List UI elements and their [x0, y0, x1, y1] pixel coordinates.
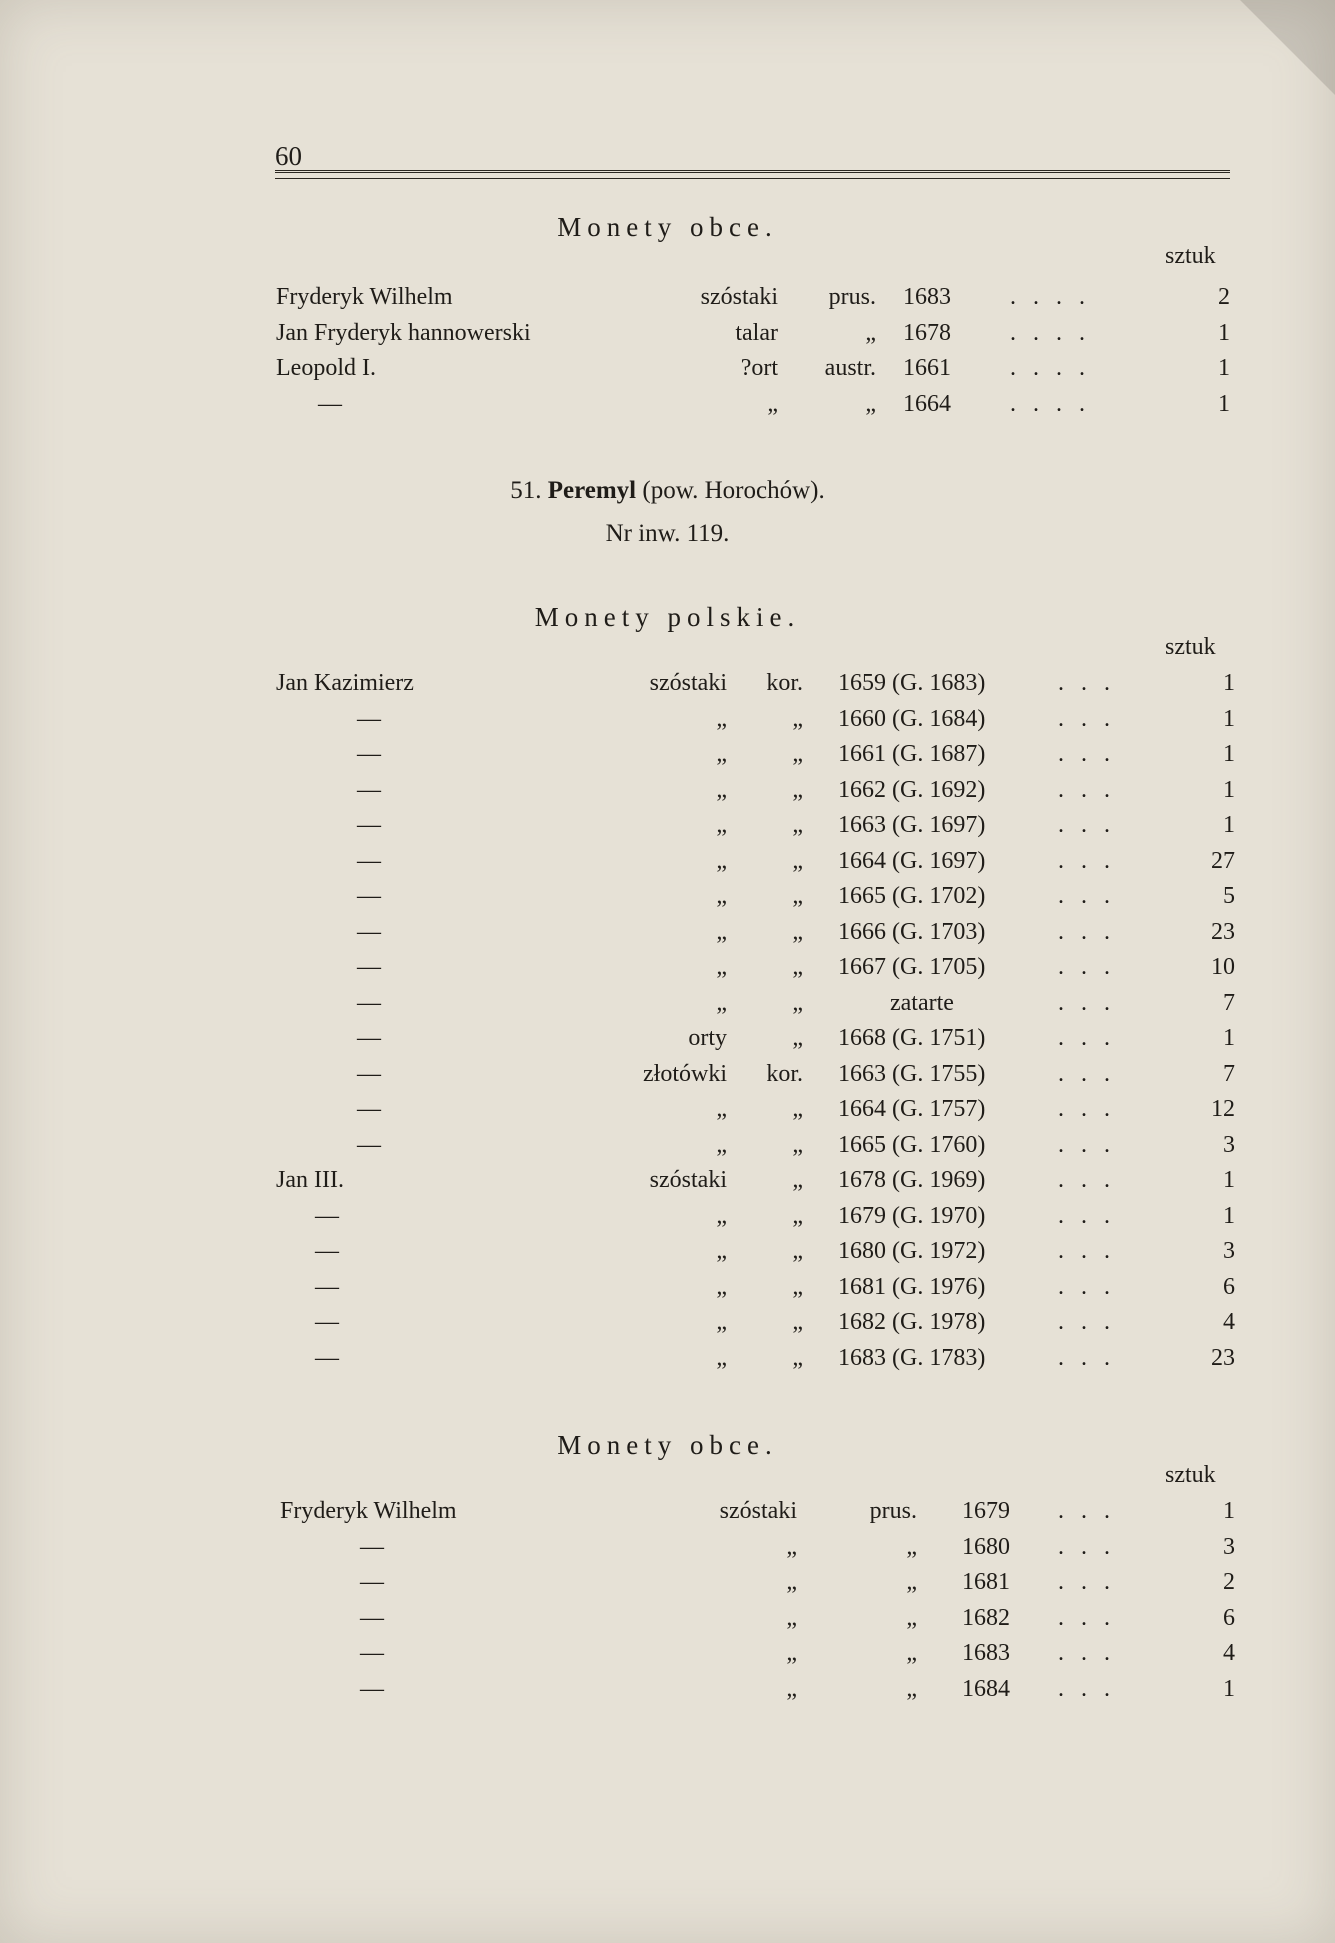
coin-type: orty: [688, 1025, 727, 1051]
coin-type: „: [716, 741, 727, 767]
page-number: 60: [275, 141, 302, 171]
coin-year: 1683: [903, 284, 951, 310]
coin-year: 1663 (G. 1697): [838, 812, 986, 838]
leader-dots: ...: [1058, 918, 1127, 945]
coin-count: 1: [1223, 1675, 1235, 1702]
coin-type: „: [716, 847, 727, 874]
leader-dots: ...: [1058, 1309, 1127, 1335]
table-row: [0, 919, 1335, 954]
header-rule: [275, 170, 1230, 173]
leader-dots: ....: [1010, 355, 1102, 381]
ruler-name: —: [357, 883, 381, 909]
table-row: [0, 741, 1335, 776]
coin-type: „: [716, 1202, 727, 1229]
leader-dots: ...: [1058, 1498, 1127, 1524]
coin-year: zatarte: [890, 989, 954, 1016]
coin-year: 1682: [962, 1604, 1010, 1631]
column-header-sztuk-2: sztuk: [1165, 634, 1216, 660]
ruler-name: Fryderyk Wilhelm: [280, 1498, 457, 1524]
coin-count: 1: [1223, 741, 1235, 767]
coin-year: 1680 (G. 1972): [838, 1238, 986, 1264]
ruler-name: —: [357, 1060, 381, 1087]
table-row: [0, 391, 1335, 426]
coin-type: „: [786, 1675, 797, 1702]
leader-dots: ...: [1058, 989, 1127, 1016]
coin-count: 23: [1211, 918, 1235, 945]
leader-dots: ...: [1058, 1273, 1127, 1300]
ruler-name: —: [315, 1344, 339, 1371]
coin-origin: „: [792, 1202, 803, 1229]
coin-type: „: [716, 1344, 727, 1371]
ruler-name: —: [360, 1640, 384, 1666]
leader-dots: ...: [1058, 1025, 1127, 1051]
coin-count: 10: [1211, 954, 1235, 980]
coin-type: „: [716, 1273, 727, 1300]
ruler-name: Jan III.: [276, 1167, 344, 1193]
table-row: [0, 1345, 1335, 1380]
coin-year: 1661 (G. 1687): [838, 741, 986, 767]
coin-year: 1668 (G. 1751): [838, 1025, 986, 1051]
coin-origin: „: [792, 1096, 803, 1122]
coin-type: „: [716, 883, 727, 909]
leader-dots: ...: [1058, 670, 1127, 696]
coin-count: 6: [1223, 1604, 1235, 1631]
leader-dots: ...: [1058, 1167, 1127, 1193]
coin-count: 1: [1223, 1498, 1235, 1524]
coin-origin: kor.: [766, 670, 803, 696]
coin-origin: „: [792, 918, 803, 945]
table-row: [0, 777, 1335, 812]
coin-year: 1664 (G. 1757): [838, 1096, 986, 1122]
leader-dots: ...: [1058, 741, 1127, 767]
ruler-name: —: [357, 918, 381, 945]
coin-count: 4: [1223, 1640, 1235, 1666]
coin-count: 1: [1218, 319, 1230, 346]
ruler-name: —: [360, 1569, 384, 1595]
table-row: [0, 706, 1335, 741]
coin-year: 1683: [962, 1640, 1010, 1666]
table-row: [0, 355, 1335, 390]
ruler-name: —: [315, 1202, 339, 1229]
coin-year: 1679 (G. 1970): [838, 1202, 986, 1229]
leader-dots: ...: [1058, 705, 1127, 732]
table-row: [0, 1025, 1335, 1060]
table-row: [0, 1640, 1335, 1675]
ruler-name: Jan Kazimierz: [276, 670, 414, 696]
leader-dots: ...: [1058, 812, 1127, 838]
ruler-name: —: [357, 1096, 381, 1122]
coin-origin: „: [792, 883, 803, 909]
leader-dots: ...: [1058, 1238, 1127, 1264]
ruler-name: —: [357, 989, 381, 1016]
table-row: [0, 320, 1335, 355]
coin-origin: „: [792, 812, 803, 838]
table-row: [0, 883, 1335, 918]
coin-type: „: [716, 1238, 727, 1264]
coin-count: 1: [1223, 1202, 1235, 1229]
coin-count: 1: [1223, 776, 1235, 803]
coin-count: 1: [1223, 1167, 1235, 1193]
coin-year: 1663 (G. 1755): [838, 1060, 986, 1087]
ruler-name: —: [360, 1604, 384, 1631]
coin-type: „: [716, 1309, 727, 1335]
table-row: [0, 284, 1335, 319]
site-place: Peremyl: [547, 477, 637, 504]
coin-count: 4: [1223, 1309, 1235, 1335]
leader-dots: ...: [1058, 776, 1127, 803]
coin-origin: „: [906, 1640, 917, 1666]
ruler-name: Jan Fryderyk hannowerski: [276, 319, 531, 346]
ruler-name: —: [357, 1131, 381, 1158]
coin-origin: „: [792, 705, 803, 732]
coin-year: 1660 (G. 1684): [838, 705, 986, 732]
ruler-name: —: [360, 1675, 384, 1702]
ruler-name: —: [357, 741, 381, 767]
coin-origin: „: [865, 319, 876, 346]
leader-dots: ...: [1058, 1344, 1127, 1371]
leader-dots: ....: [1010, 319, 1102, 346]
coin-origin: „: [906, 1675, 917, 1702]
coin-type: „: [786, 1533, 797, 1560]
table-row: [0, 812, 1335, 847]
ruler-name: Fryderyk Wilhelm: [276, 284, 453, 310]
coin-origin: „: [792, 1344, 803, 1371]
coin-type: „: [786, 1640, 797, 1666]
coin-year: 1679: [962, 1498, 1010, 1524]
table-row: [0, 1534, 1335, 1569]
leader-dots: ...: [1058, 1131, 1127, 1158]
coin-origin: „: [792, 1025, 803, 1051]
leader-dots: ...: [1058, 847, 1127, 874]
coin-year: 1661: [903, 355, 951, 381]
table-row: [0, 1498, 1335, 1533]
coin-year: 1659 (G. 1683): [838, 670, 986, 696]
coin-type: „: [767, 390, 778, 417]
coin-origin: „: [906, 1604, 917, 1631]
table-row: [0, 1605, 1335, 1640]
table-row: [0, 848, 1335, 883]
coin-count: 23: [1211, 1344, 1235, 1371]
table-row: [0, 1274, 1335, 1309]
column-header-sztuk-1: sztuk: [1165, 243, 1216, 269]
coin-type: „: [716, 776, 727, 803]
leader-dots: ...: [1058, 1202, 1127, 1229]
ruler-name: —: [357, 776, 381, 803]
section-heading-foreign-coins-2: Monety obce.: [557, 1430, 778, 1460]
coin-count: 12: [1211, 1096, 1235, 1122]
coin-type: szóstaki: [649, 1167, 727, 1193]
leader-dots: ...: [1058, 1533, 1127, 1560]
coin-count: 7: [1223, 989, 1235, 1016]
coin-type: „: [716, 1131, 727, 1158]
coin-origin: „: [906, 1569, 917, 1595]
coin-origin: prus.: [869, 1498, 917, 1524]
coin-count: 2: [1223, 1569, 1235, 1595]
leader-dots: ...: [1058, 1060, 1127, 1087]
ruler-name: —: [357, 1025, 381, 1051]
coin-year: 1682 (G. 1978): [838, 1309, 986, 1335]
coin-year: 1681 (G. 1976): [838, 1273, 986, 1300]
coin-year: 1665 (G. 1760): [838, 1131, 986, 1158]
coin-origin: prus.: [828, 284, 876, 310]
coin-count: 2: [1218, 284, 1230, 310]
table-row: [0, 1132, 1335, 1167]
ruler-name: —: [315, 1273, 339, 1300]
column-header-sztuk-3: sztuk: [1165, 1462, 1216, 1488]
coin-origin: austr.: [824, 355, 876, 381]
coin-type: szóstaki: [649, 670, 727, 696]
coin-origin: „: [792, 1238, 803, 1264]
coin-year: 1678 (G. 1969): [838, 1167, 986, 1193]
coin-year: 1667 (G. 1705): [838, 954, 986, 980]
coin-type: „: [716, 918, 727, 945]
coin-count: 1: [1223, 1025, 1235, 1051]
coin-count: 1: [1223, 812, 1235, 838]
coin-type: „: [716, 954, 727, 980]
table-row: [0, 1309, 1335, 1344]
table-row: [0, 1238, 1335, 1273]
table-row: [0, 1676, 1335, 1711]
table-row: [0, 1569, 1335, 1604]
table-row: [0, 670, 1335, 705]
coin-year: 1662 (G. 1692): [838, 776, 986, 803]
ruler-name: —: [360, 1533, 384, 1560]
table-row: [0, 1061, 1335, 1096]
coin-count: 5: [1223, 883, 1235, 909]
coin-count: 3: [1223, 1131, 1235, 1158]
coin-origin: „: [792, 847, 803, 874]
coin-type: „: [716, 989, 727, 1016]
coin-year: 1664 (G. 1697): [838, 847, 986, 874]
coin-origin: „: [792, 776, 803, 803]
coin-origin: „: [792, 954, 803, 980]
coin-type: szóstaki: [719, 1498, 797, 1524]
ruler-name: —: [357, 847, 381, 874]
table-row: [0, 990, 1335, 1025]
coin-count: 27: [1211, 847, 1235, 874]
ruler-name: —: [315, 1309, 339, 1335]
site-district: (pow. Horochów).: [642, 477, 825, 504]
coin-origin: „: [792, 1309, 803, 1335]
coin-origin: „: [792, 1273, 803, 1300]
coin-count: 1: [1218, 390, 1230, 417]
ruler-name: —: [357, 812, 381, 838]
coin-origin: „: [792, 1131, 803, 1158]
leader-dots: ....: [1010, 284, 1102, 310]
leader-dots: ...: [1058, 1675, 1127, 1702]
table-row: [0, 1167, 1335, 1202]
coin-origin: „: [792, 741, 803, 767]
ruler-name: —: [357, 954, 381, 980]
coin-count: 6: [1223, 1273, 1235, 1300]
coin-origin: „: [906, 1533, 917, 1560]
coin-type: talar: [735, 319, 778, 346]
table-row: [0, 954, 1335, 989]
section-heading-polish-coins: Monety polskie.: [534, 602, 801, 632]
coin-type: szóstaki: [700, 284, 778, 310]
coin-year: 1683 (G. 1783): [838, 1344, 986, 1371]
coin-type: „: [786, 1604, 797, 1631]
leader-dots: ...: [1058, 1640, 1127, 1666]
site-number: 51.: [510, 477, 542, 504]
coin-origin: kor.: [766, 1060, 803, 1087]
section-heading-foreign-coins-1: Monety obce.: [557, 212, 778, 242]
coin-count: 1: [1218, 355, 1230, 381]
leader-dots: ...: [1058, 1569, 1127, 1595]
coin-count: 1: [1223, 670, 1235, 696]
coin-type: ?ort: [740, 355, 778, 381]
coin-count: 1: [1223, 705, 1235, 732]
coin-year: 1665 (G. 1702): [838, 883, 986, 909]
coin-origin: „: [865, 390, 876, 417]
coin-count: 7: [1223, 1060, 1235, 1087]
coin-type: „: [716, 705, 727, 732]
ruler-name: —: [357, 705, 381, 732]
coin-origin: „: [792, 1167, 803, 1193]
coin-year: 1680: [962, 1533, 1010, 1560]
leader-dots: ...: [1058, 883, 1127, 909]
ruler-name: —: [315, 1238, 339, 1264]
site-heading: [0, 477, 1335, 505]
table-row: [0, 1203, 1335, 1238]
coin-year: 1664: [903, 390, 951, 417]
coin-type: „: [786, 1569, 797, 1595]
coin-origin: „: [792, 989, 803, 1016]
table-row: [0, 1096, 1335, 1131]
header-rule-thin: [275, 178, 1230, 179]
ruler-name: Leopold I.: [276, 355, 376, 381]
coin-type: „: [716, 1096, 727, 1122]
leader-dots: ....: [1010, 390, 1102, 417]
inventory-number: Nr inw. 119.: [605, 520, 730, 547]
coin-type: „: [716, 812, 727, 838]
coin-year: 1684: [962, 1675, 1010, 1702]
leader-dots: ...: [1058, 954, 1127, 980]
coin-year: 1681: [962, 1569, 1010, 1595]
coin-count: 3: [1223, 1238, 1235, 1264]
leader-dots: ...: [1058, 1604, 1127, 1631]
ruler-name: —: [318, 390, 342, 417]
coin-type: złotówki: [643, 1060, 727, 1087]
coin-year: 1666 (G. 1703): [838, 918, 986, 945]
coin-year: 1678: [903, 319, 951, 346]
leader-dots: ...: [1058, 1096, 1127, 1122]
coin-count: 3: [1223, 1533, 1235, 1560]
page-corner-shadow: [1240, 0, 1335, 95]
